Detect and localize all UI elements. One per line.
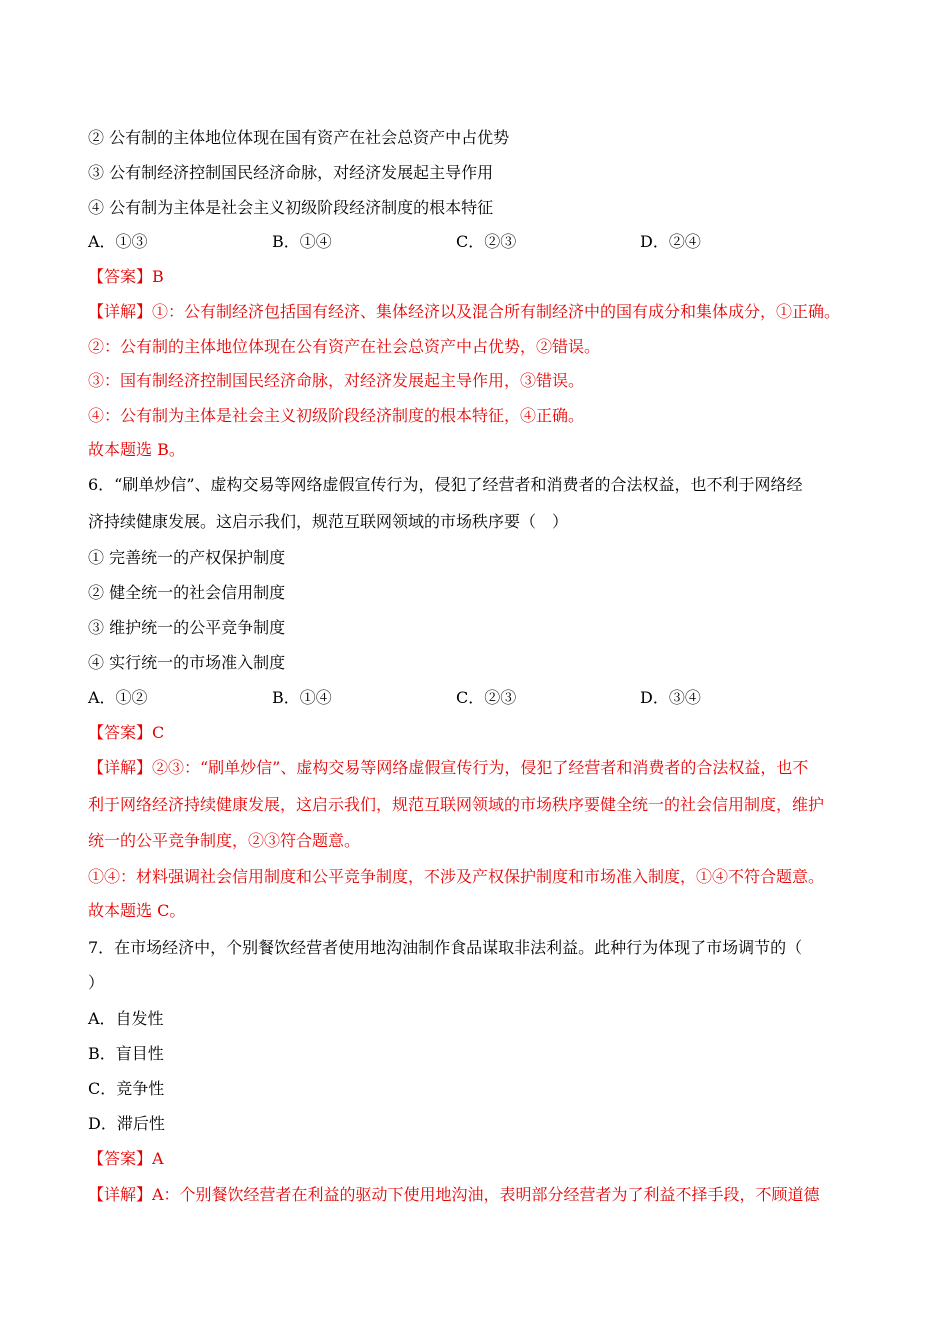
- q6-explanation-line: 统一的公平竞争制度，②③符合题意。: [88, 831, 361, 850]
- q6-choice-b: B．①④: [272, 688, 332, 707]
- q5-explanation-line: 【详解】①：公有制经济包括国有经济、集体经济以及混合所有制经济中的国有成分和集体成分，①正确。: [88, 302, 841, 321]
- q6-conclusion: 故本题选 C。: [88, 901, 186, 920]
- q6-stem-line: 济持续健康发展。这启示我们，规范互联网领域的市场秩序要（ ）: [88, 512, 569, 531]
- q7-answer: 【答案】A: [88, 1149, 164, 1168]
- q5-conclusion: 故本题选 B。: [88, 440, 185, 459]
- q7-stem-line: ）: [88, 973, 105, 992]
- q6-choice-c: C．②③: [456, 688, 517, 707]
- q6-explanation-line: ①④：材料强调社会信用制度和公平竞争制度，不涉及产权保护制度和市场准入制度，①④不符合题意。: [88, 867, 825, 886]
- q5-choice-b: B．①④: [272, 232, 332, 251]
- q6-option-4: ④ 实行统一的市场准入制度: [88, 653, 286, 672]
- q7-choice-c: C．竞争性: [88, 1079, 165, 1098]
- q5-option-2: ② 公有制的主体地位体现在国有资产在社会总资产中占优势: [88, 128, 510, 147]
- q6-explanation-line: 【详解】②③：“刷单炒信”、虚构交易等网络虚假宣传行为，侵犯了经营者和消费者的合法权益，也不: [88, 758, 809, 777]
- q6-option-2: ② 健全统一的社会信用制度: [88, 583, 286, 602]
- q6-option-1: ① 完善统一的产权保护制度: [88, 548, 286, 567]
- q7-choice-a: A．自发性: [88, 1009, 164, 1028]
- q5-option-4: ④ 公有制为主体是社会主义初级阶段经济制度的根本特征: [88, 198, 494, 217]
- q5-choice-d: D．②④: [640, 232, 701, 251]
- q6-choice-a: A．①②: [88, 688, 148, 707]
- q6-choice-d: D．③④: [640, 688, 701, 707]
- q6-option-3: ③ 维护统一的公平竞争制度: [88, 618, 286, 637]
- q7-explanation-line: 【详解】A：个别餐饮经营者在利益的驱动下使用地沟油，表明部分经营者为了利益不择手段，不顾道德: [88, 1185, 820, 1204]
- q7-choice-d: D．滞后性: [88, 1114, 165, 1133]
- q5-option-3: ③ 公有制经济控制国民经济命脉，对经济发展起主导作用: [88, 163, 494, 182]
- q5-explanation-line: ③：国有制经济控制国民经济命脉，对经济发展起主导作用，③错误。: [88, 371, 585, 390]
- q5-choice-a: A．①③: [88, 232, 148, 251]
- q5-choice-c: C．②③: [456, 232, 517, 251]
- q6-stem-line: 6．“刷单炒信”、虚构交易等网络虚假宣传行为，侵犯了经营者和消费者的合法权益，也不利于网络经: [88, 475, 803, 494]
- q6-explanation-line: 利于网络经济持续健康发展，这启示我们，规范互联网领域的市场秩序要健全统一的社会信用制度，维护: [88, 795, 825, 814]
- q6-answer: 【答案】C: [88, 723, 165, 742]
- q5-explanation-line: ②：公有制的主体地位体现在公有资产在社会总资产中占优势，②错误。: [88, 337, 601, 356]
- q7-choice-b: B．盲目性: [88, 1044, 164, 1063]
- q7-stem-line: 7．在市场经济中，个别餐饮经营者使用地沟油制作食品谋取非法利益。此种行为体现了市场调节的（: [88, 938, 803, 957]
- q5-explanation-line: ④：公有制为主体是社会主义初级阶段经济制度的根本特征，④正确。: [88, 406, 585, 425]
- q5-answer: 【答案】B: [88, 267, 164, 286]
